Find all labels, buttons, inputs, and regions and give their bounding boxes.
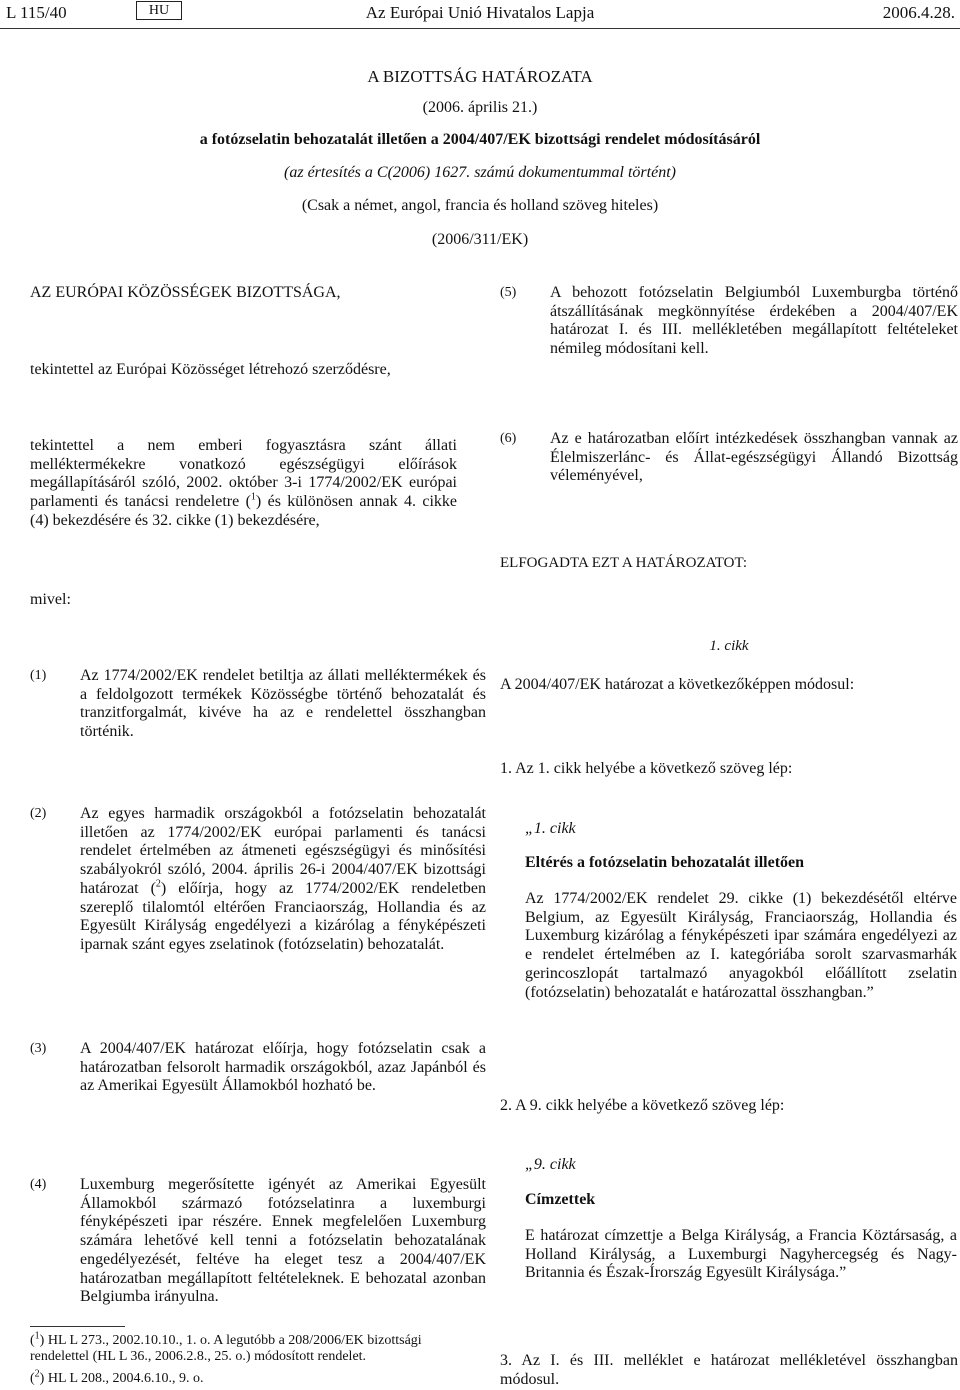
quoted-article-1-text: Az 1774/2002/EK rendelet 29. cikke (1) bekezdésétől eltérve Belgium, az Egyesült Királyság, Franciaország, Hollandia és Luxemburg kizárólag a fényképészeti ipar számára engedélyezi az e rendelet értelmében az I. kategóriába sorolt szarvasmarhák gerincoszlopát tartalmazó anyagokból előállított zselatin (fotózselatin) behozatalát e határozattal összhangban.” [525, 890, 957, 1001]
whereas-label: mivel: [30, 591, 71, 608]
footnote-ref: 1 [250, 491, 256, 503]
authentic-languages-note: (Csak a német, angol, francia és holland szöveg hiteles) [301, 197, 659, 214]
footnote-2: ($^2$) HL L 208., 2004.6.10., 9. o. [30, 1368, 204, 1386]
point-1: 1. Az 1. cikk helyébe a következő szöveg lép: [500, 760, 793, 777]
decision-subject: a fotózselatin behozatalát illetően a 2004/407/EK bizottsági rendelet módosításáról [199, 131, 761, 148]
header-rule [0, 28, 960, 29]
point-2: 2. A 9. cikk helyébe a következő szöveg lép: [500, 1097, 785, 1114]
recital-text: A 2004/407/EK határozat előírja, hogy fotózselatin csak a határozatban felsorolt harmadik országokból, azaz Japánból és az Amerikai Egyesült Államokból hozható be. [80, 1040, 486, 1095]
footnote-ref: 2 [155, 878, 161, 890]
footnote-rule [30, 1326, 125, 1327]
recital-number: (1) [30, 668, 47, 683]
recital-text: Luxemburg megerősítette igényét az Amerikai Egyesült Államokból származó fotózselatinra a luxemburgi fényképészeti ipar részére. Ennek megfelelően Luxemburg számára lehetővé kell tenni a fotózselatin behozatalának engedélyezését, feltéve ha eleget tesz a 2004/407/EK határozatban megállapított feltételeknek. E behozatal azonban Belgiumba irányulna. [80, 1176, 486, 1306]
notification-note: (az értesítés a C(2006) 1627. számú dokumentummal történt) [284, 164, 676, 181]
recital-text: Az 1774/2002/EK rendelet betiltja az állati melléktermékek és a feldolgozott termékek Közösségbe történő behozatalát és tranzitforgalmát, kivéve ha az e rendelettel összhangban történik. [80, 667, 486, 741]
adopted-label: ELFOGADTA EZT A HATÁROZATOT: [500, 555, 748, 571]
recital-text: Az e határozatban előírt intézkedések összhangban vannak az Élelmiszerlánc- és Állat-egészségügyi Állandó Bizottság véleményével, [550, 430, 958, 485]
having-regard-treaty: tekintettel az Európai Közösséget létrehozó szerződésre, [30, 361, 391, 378]
recital-text: A behozott fotózselatin Belgiumból Luxemburgba történő átszállításának megkönnyítése érdekében a 2004/407/EK határozat I. és III. mellékletében megállapított feltételeket némileg módosítani kell. [550, 284, 958, 358]
quoted-article-9-text: E határozat címzettje a Belga Királyság, a Francia Köztársaság, a Holland Királyság, a Luxemburgi Nagyhercegség és Nagy-Britannia és Észak-Írország Egyesült Királysága.” [525, 1227, 957, 1282]
decision-number: (2006/311/EK) [431, 231, 529, 248]
footnote-1: ($^1$) HL L 273., 2002.10.10., 1. o. A legutóbb a 208/2006/EK bizottsági rendelettel (HL L 36., 2006.2.8., 25. o.) módosított rendelet. [30, 1330, 422, 1364]
amendment-intro: A 2004/407/EK határozat a következőképpen módosul: [500, 676, 855, 693]
having-regard-regulation: tekintettel a nem emberi fogyasztásra szánt állati melléktermékekre vonatkozó egészségügyi előírások megállapításáról szóló, 2002. október 3-i 1774/2002/EK európai parlamenti és tanácsi rendeletre ($^1$) és különösen annak 4. cikke (4) bekezdésére és 32. cikke (1) bekezdésére, [30, 437, 458, 529]
quoted-article-1-title: Eltérés a fotózselatin behozatalát illetően [525, 854, 805, 871]
quoted-article-9-title: Címzettek [525, 1191, 596, 1208]
recital-number: (4) [30, 1177, 47, 1192]
page-reference: L 115/40 [6, 3, 67, 22]
point-3: 3. Az I. és III. melléklet e határozat mellékletével összhangban módosul. [500, 1352, 958, 1388]
decision-date: (2006. április 21.) [422, 99, 538, 116]
recital-number: (3) [30, 1041, 47, 1056]
journal-title: Az Európai Unió Hivatalos Lapja [365, 3, 595, 22]
decision-heading: A BIZOTTSÁG HATÁROZATA [367, 67, 593, 86]
publication-date: 2006.4.28. [882, 3, 955, 22]
commission-label: AZ EURÓPAI KÖZÖSSÉGEK BIZOTTSÁGA, [30, 284, 341, 301]
recital-number: (6) [500, 431, 517, 446]
recital-number: (2) [30, 806, 47, 821]
quoted-article-9-heading: „9. cikk [525, 1156, 576, 1173]
article-1-heading: 1. cikk [709, 638, 749, 654]
quoted-article-1-heading: „1. cikk [525, 820, 576, 837]
language-badge: HU [136, 1, 182, 20]
recital-text: Az egyes harmadik országokból a fotózselatin behozatalát illetően az 1774/2002/EK európai parlamenti és tanácsi rendelet értelmében az átmeneti egészségügyi és minősítési szabályokról szóló, 2004. április 26-i 2004/407/EK bizottsági határozat ($^2$) előírja, hogy az 1774/2002/EK rendeletben szereplő tilalomtól eltérően Franciaország, Hollandia és az Egyesült Királyság engedélyezi a kizárólag a fényképészeti iparnak szánt egyes zselatinok (fotózselatin) behozatalát. [80, 805, 486, 953]
recital-number: (5) [500, 285, 517, 300]
